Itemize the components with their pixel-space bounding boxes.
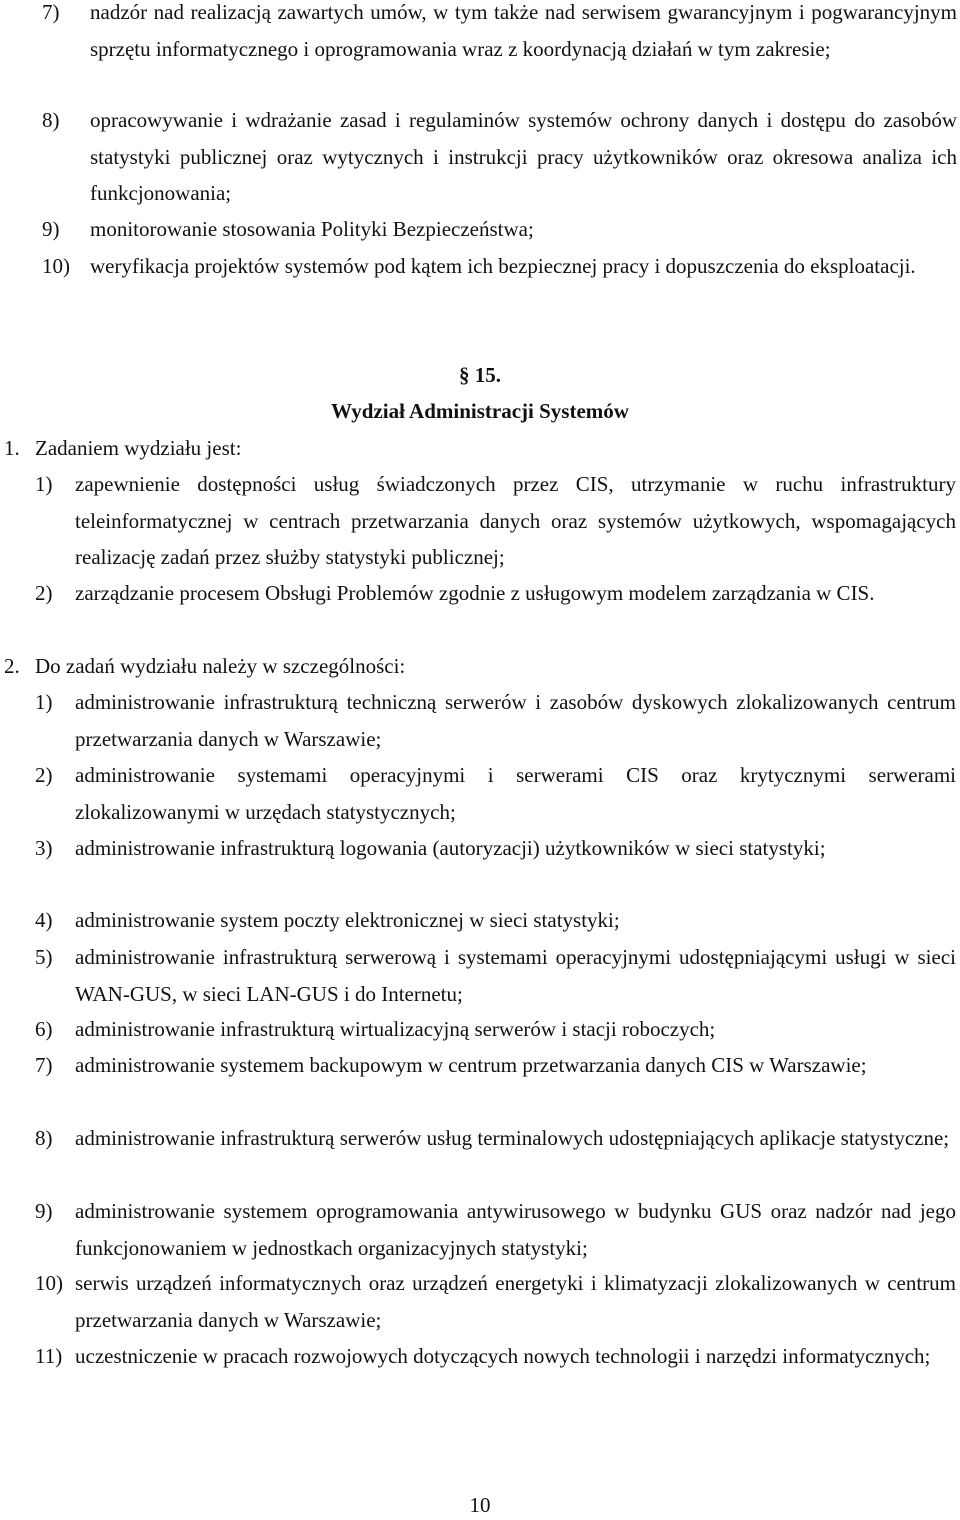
list-item-text: administrowanie systemem backupowym w centrum przetwarzania danych CIS w Warszawie; [75,1053,867,1077]
list-item [42,211,957,248]
list-item [35,1120,956,1157]
list-item [35,466,956,576]
list-item-text: administrowanie systemem oprogramowania antywirusowego w budynku GUS oraz nadzór nad jego funkcjonowaniem w jednostkach organizacyjnych statystyki; [75,1199,956,1260]
point-heading [4,430,956,467]
list-item-text: zarządzanie procesem Obsługi Problemów zgodnie z usługowym modelem zarządzania w CIS. [75,581,875,605]
list-item-number: 7) [42,0,60,24]
list-item-text: administrowanie systemami operacyjnymi i serwerami CIS oraz krytycznymi serwerami zlokalizowanymi w urzędach statystycznych; [75,763,956,824]
point-number: 2. [4,654,20,678]
list-item-text: opracowywanie i wdrażanie zasad i regulaminów systemów ochrony danych i dostępu do zasobów statystyki publicznej oraz wytycznych i instrukcji pracy użytkowników oraz okresowa analiza ich funkcjonowania; [90,108,957,205]
list-item-text: nadzór nad realizacją zawartych umów, w tym także nad serwisem gwarancyjnym i pogwarancyjnym sprzętu informatycznego i oprogramowania wraz z koordynacją działań w tym zakresie; [90,0,957,61]
list-item-number: 10) [35,1271,63,1295]
list-item [35,684,956,757]
list-item-number: 2) [35,581,53,605]
list-item-text: serwis urządzeń informatycznych oraz urządzeń energetyki i klimatyzacji zlokalizowanych w centrum przetwarzania danych w Warszawie; [75,1271,956,1332]
list-item-number: 8) [35,1126,53,1150]
list-item-text: administrowanie infrastrukturą serwerową i systemami operacyjnymi udostępniającymi usługi w sieci WAN-GUS, w sieci LAN-GUS i do Internetu; [75,945,956,1006]
list-item-text: administrowanie infrastrukturą wirtualizacyjną serwerów i stacji roboczych; [75,1017,716,1041]
section-title: Wydział Administracji Systemów [331,399,629,423]
list-item-text: weryfikacja projektów systemów pod kątem ich bezpiecznej pracy i dopuszczenia do eksploatacji. [90,254,916,278]
list-item-text: zapewnienie dostępności usług świadczonych przez CIS, utrzymanie w ruchu infrastruktury teleinformatycznej w centrach przetwarzania danych oraz systemów użytkowych, wspomagających realizację zadań przez służby statystyki publicznej; [75,472,956,569]
list-item-number: 5) [35,945,53,969]
list-item-number: 3) [35,836,53,860]
point-intro: Zadaniem wydziału jest: [35,436,242,460]
list-item [35,1047,956,1084]
point-heading [4,648,956,685]
list-item [35,830,956,867]
page-number: 10 [469,1493,491,1517]
list-item [42,248,957,285]
list-item-text: monitorowanie stosowania Polityki Bezpieczeństwa; [90,217,534,241]
list-item [35,575,956,612]
list-item-number: 6) [35,1017,53,1041]
list-item-number: 9) [35,1199,53,1223]
list-item-text: administrowanie infrastrukturą serwerów usług terminalowych udostępniających aplikacje statystyczne; [75,1126,950,1150]
list-item [35,757,956,830]
list-item-number: 4) [35,908,53,932]
list-item-number: 11) [35,1344,63,1368]
list-item [35,1265,956,1338]
section-paragraph-number: § 15. [459,363,501,387]
list-item [35,1011,956,1048]
list-item-number: 8) [42,108,60,132]
list-item [42,102,957,212]
list-item-number: 9) [42,217,60,241]
list-item-text: administrowanie system poczty elektronicznej w sieci statystyki; [75,908,620,932]
list-item-number: 1) [35,690,53,714]
list-item-number: 1) [35,472,53,496]
list-item-text: administrowanie infrastrukturą techniczną serwerów i zasobów dyskowych zlokalizowanych centrum przetwarzania danych w Warszawie; [75,690,956,751]
list-item-number: 2) [35,763,53,787]
list-item [35,902,956,939]
list-item [35,1193,956,1266]
list-item-text: administrowanie infrastrukturą logowania (autoryzacji) użytkowników w sieci statystyki; [75,836,826,860]
list-item [35,1338,956,1375]
point-number: 1. [4,436,20,460]
list-item-number: 7) [35,1053,53,1077]
list-item [42,0,957,67]
list-item [35,939,956,1012]
point-intro: Do zadań wydziału należy w szczególności: [35,654,406,678]
list-item-number: 10) [42,254,70,278]
list-item-text: uczestniczenie w pracach rozwojowych dotyczących nowych technologii i narzędzi informatycznych; [75,1344,931,1368]
